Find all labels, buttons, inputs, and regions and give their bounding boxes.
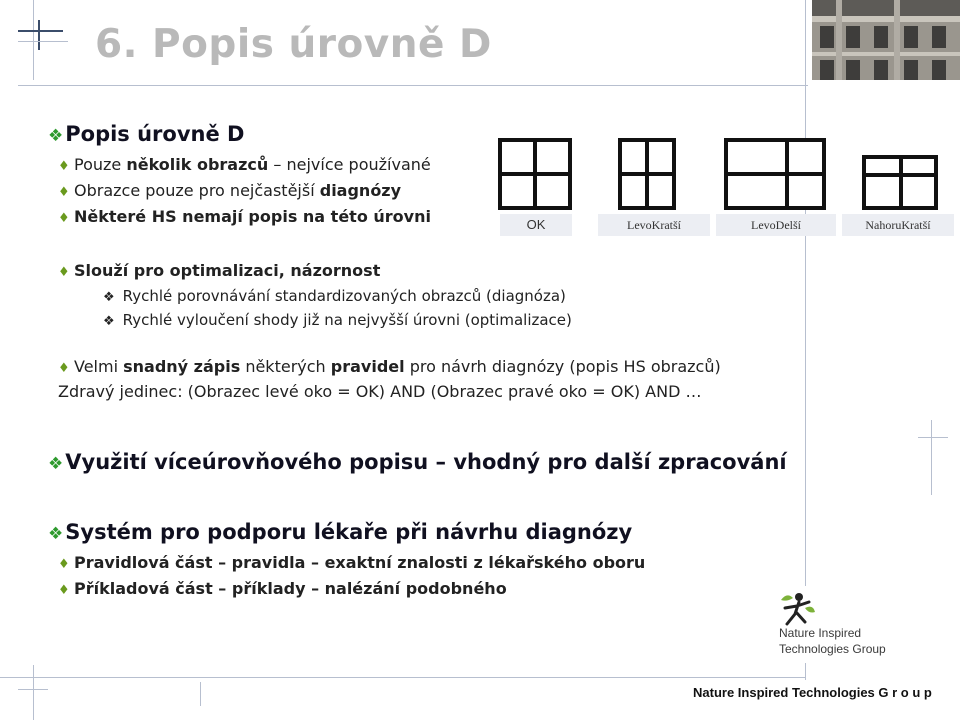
figure-caption: NahoruKratší (842, 214, 954, 236)
figure-nahorukratsi (862, 155, 938, 210)
decor-line (18, 30, 63, 32)
list-item: ♦ Pouze několik obrazců – nejvíce používané (58, 155, 431, 174)
bullet-icon: ♦ (58, 159, 70, 174)
list-item: ♦ Některé HS nemají popis na této úrovni (58, 207, 431, 226)
building-photo (812, 0, 960, 80)
sub-list-item: ❖ Rychlé vyloučení shody již na nejvyšší úrovni (optimalizace) (103, 311, 572, 329)
bullet-icon: ♦ (58, 211, 70, 226)
figure-caption: OK (500, 214, 572, 236)
figure-levodelsi (724, 138, 826, 210)
figure-logo-icon (777, 590, 817, 626)
rule-example: Zdravý jedinec: (Obrazec levé oko = OK) AND (Obrazec pravé oko = OK) AND … (58, 382, 702, 401)
sub-list-item: ❖ Rychlé porovnávání standardizovaných obrazců (diagnóza) (103, 287, 566, 305)
decor-line (18, 689, 48, 690)
group-logo (767, 586, 908, 663)
figure-caption: LevoDelší (716, 214, 836, 236)
figure-ok (498, 138, 572, 210)
decor-line (200, 682, 201, 706)
list-item: ♦ Velmi snadný zápis některých pravidel pro návrh diagnózy (popis HS obrazců) (58, 357, 721, 376)
decor-line (38, 20, 40, 50)
figure-levokratsi (618, 138, 676, 210)
decor-line (33, 0, 34, 80)
logo-line2: Technologies Group (779, 642, 886, 656)
decor-line (931, 420, 932, 495)
bullet-icon: ♦ (58, 557, 70, 572)
diamond-bullet-icon: ❖ (48, 126, 64, 146)
bullet-icon: ♦ (58, 583, 70, 598)
bullet-icon: ♦ (58, 361, 70, 376)
section-heading-system: ❖Systém pro podporu lékaře při návrhu diagnózy (48, 520, 633, 544)
diamond-bullet-icon: ❖ (103, 290, 115, 305)
decor-line (805, 0, 806, 680)
list-item: ♦ Obrazce pouze pro nejčastější diagnózy (58, 181, 402, 200)
decor-line (33, 665, 34, 720)
list-item: ♦ Pravidlová část – pravidla – exaktní znalosti z lékařského oboru (58, 553, 646, 572)
decor-line (0, 677, 806, 678)
list-item: ♦ Příkladová část – příklady – nalézání podobného (58, 579, 507, 598)
footer-text: Nature Inspired Technologies G r o u p (693, 685, 932, 700)
decor-line (18, 41, 68, 42)
diamond-bullet-icon: ❖ (48, 524, 64, 544)
bullet-icon: ♦ (58, 265, 70, 280)
section-heading-popis: ❖Popis úrovně D (48, 122, 245, 146)
page-title: 6. Popis úrovně D (95, 22, 492, 67)
decor-line (18, 85, 808, 86)
diamond-bullet-icon: ❖ (48, 454, 64, 474)
list-item: ♦ Slouží pro optimalizaci, názornost (58, 261, 381, 280)
section-heading-vyuziti: ❖Využití víceúrovňového popisu – vhodný pro další zpracování (48, 450, 787, 474)
figure-caption: LevoKratší (598, 214, 710, 236)
logo-line1: Nature Inspired (779, 626, 862, 640)
decor-line (918, 437, 948, 438)
bullet-icon: ♦ (58, 185, 70, 200)
diamond-bullet-icon: ❖ (103, 314, 115, 329)
